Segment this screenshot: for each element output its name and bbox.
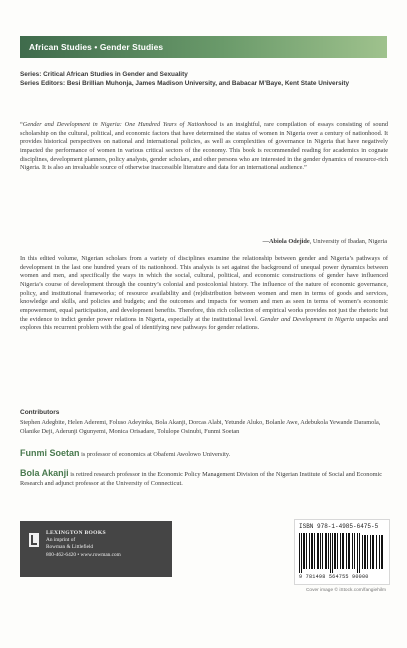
publisher-logo-icon bbox=[29, 533, 39, 547]
publisher-parent: Rowman & Littlefield bbox=[46, 544, 94, 551]
publisher-imprint: An imprint of bbox=[46, 537, 76, 544]
price-code: 90000 bbox=[352, 574, 369, 580]
series-editors: Series Editors: Besi Brillian Muhonja, James Madison University, and Babacar M’Baye, Kent State University bbox=[20, 80, 350, 87]
publisher-block bbox=[20, 521, 172, 577]
category-band bbox=[20, 36, 387, 58]
publisher-name: LEXINGTON BOOKS bbox=[46, 530, 106, 536]
barcode-digits-text: 9 781498 564755 bbox=[299, 574, 349, 580]
cover-credit: Cover image © iStock.com/fangiehilm bbox=[305, 588, 386, 593]
editor-bio-text: is professor of economics at Obafemi Awolowo University. bbox=[79, 451, 231, 458]
isbn-barcode bbox=[294, 519, 390, 585]
quoted-book-title: Gender and Development in Nigeria: One Hundred Years of Nationhood bbox=[22, 121, 217, 128]
attribution-name: —Abiola Odejide bbox=[262, 238, 310, 245]
editor-bio bbox=[20, 469, 388, 488]
editor-name: Bola Akanji bbox=[20, 468, 69, 478]
editor-bio-text: is retired research professor in the Economic Policy Management Division of the Nigerian Institute of Social and Economic Research and adjunct professor at the University of Connecticut. bbox=[20, 471, 383, 487]
book-description bbox=[20, 255, 388, 333]
description-book-title: Gender and Development in Nigeria bbox=[259, 315, 355, 323]
description-text: In this edited volume, Nigerian scholars from a variety of disciplines examine the relationship between gender and Nigeria’s pathways of development in the last one hundred years of its nationhood. This analysis is set against the background of unequal power dynamics between women and men, and specifically the ways in which the social, cultural, political, and economic constructions of gender have influenced Nigeria’s course of development through the country’s colonial and postcolonial history. The influence of the nature of economic governance, policy, and institutional frameworks; of resource availability and (re)distribution between women and men in terms of goods and services, knowledge and skills, and policies and budgets; and the outcomes and impacts for women and men as seen in terms of women’s economic empowerment, equal participation, and development benefits. Therefore, this rich collection of empirical works provides not just the rhetoric but the evidence to indict gender power relations in Nigeria, especially at the institutional level. bbox=[20, 255, 388, 323]
editor-name: Funmi Soetan bbox=[20, 448, 80, 458]
barcode-icon bbox=[299, 533, 385, 573]
publisher-text bbox=[46, 530, 121, 559]
open-quote-mark: “ bbox=[20, 121, 23, 128]
contributors-heading: Contributors bbox=[20, 409, 60, 416]
contributors-list: Stephen Adegbite, Helen Aderemi, Foluso Adeyinka, Bola Akanji, Dorcas Alabi, Yetunde Aluko, Bolanle Awe, Adebukola Yewande Daramola, Olanike Deji, Aderunji Ogunyemi, Monica Orisadare, Tolulope Osinubi, Funmi Soetan bbox=[20, 419, 381, 435]
description-text-end: unpacks and explores this recurrent problem with the goal of identifying new pathways for gender relations. bbox=[20, 315, 389, 332]
publisher-contact: 800-462-6420 • www.rowman.com bbox=[46, 551, 121, 558]
barcode-digits bbox=[299, 574, 369, 580]
quote-attribution bbox=[263, 238, 387, 247]
editor-bio bbox=[20, 449, 388, 460]
series-title: Series: Critical African Studies in Gender and Sexuality bbox=[20, 71, 188, 78]
endorsement-quote bbox=[20, 121, 388, 173]
isbn-number: ISBN 978-1-4985-6475-5 bbox=[299, 523, 379, 530]
attribution-affiliation: , University of Ibadan, Nigeria bbox=[309, 238, 387, 245]
quote-body: is an insightful, rare compilation of essays consisting of sound scholarship on the cultural, political, and economic factors that have determined the status of women in Nigeria over a century of nationhood. It provides historical perspectives on national and international policies, as well as complexities of governance in Nigeria that have negatively impacted the performance of women in various critical sectors of the economy. This book is recommended reading for academics in cognate disciplines, development planners, policy analysts, gender scholars, and other persons who are interested in the gender dynamics of resource-rich Nigeria. It is also an invaluable source of otherwise inaccessible literature and data for an international audience.” bbox=[20, 121, 389, 172]
series-info bbox=[20, 70, 390, 88]
category-label: African Studies • Gender Studies bbox=[29, 42, 164, 52]
